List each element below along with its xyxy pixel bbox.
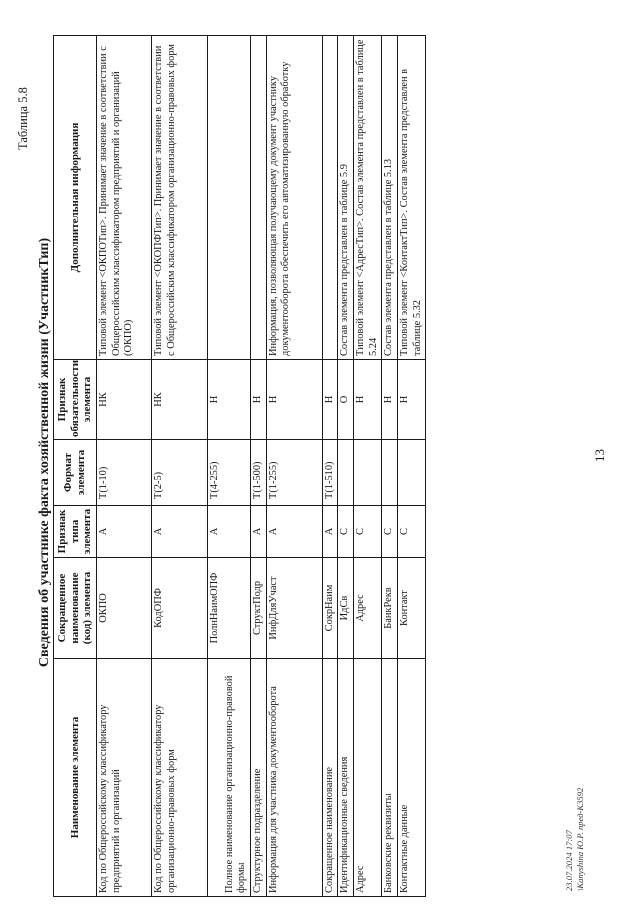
element-type: А — [96, 506, 151, 558]
element-name: Идентификационные сведения — [338, 659, 354, 897]
element-name: Полное наименование организационно-правовой формы — [207, 659, 250, 897]
element-format — [398, 440, 426, 506]
element-info — [322, 36, 338, 360]
element-code: Контакт — [398, 558, 426, 659]
element-format: T(4-255) — [207, 440, 250, 506]
element-info: Типовой элемент <ОКОПФТип>. Принимает значение в соответствии с Общероссийским классификатором организационно-правовых форм — [151, 36, 207, 360]
table-row — [398, 36, 426, 897]
element-info: Типовой элемент <КонтактТип>. Состав элемента представлен в таблице 5.32 — [398, 36, 426, 360]
element-format — [353, 440, 381, 506]
element-type: С — [382, 506, 398, 558]
element-required: Н — [207, 360, 250, 440]
element-required: Н — [353, 360, 381, 440]
table-title: Сведения об участнике факта хозяйственной жизни (УчастникТип) — [37, 237, 52, 668]
element-required: НК — [96, 360, 151, 440]
element-required: НК — [151, 360, 207, 440]
page-number: 13 — [592, 449, 607, 462]
element-code: БанкРекв — [382, 558, 398, 659]
table-row — [250, 36, 266, 897]
element-code: ПолнНаимОПФ — [207, 558, 250, 659]
element-info: Состав элемента представлен в таблице 5.9 — [338, 36, 354, 360]
element-required: Н — [398, 360, 426, 440]
element-info: Информация, позволяющая получающему документ участнику документооборота обеспечить его автоматизированную обработку — [266, 36, 322, 360]
element-code: КодОПФ — [151, 558, 207, 659]
element-code: ИдСв — [338, 558, 354, 659]
element-required: Н — [266, 360, 322, 440]
element-code: СтруктПодр — [250, 558, 266, 659]
column-header-required: Признак обязательности элемента — [54, 360, 97, 440]
element-name: Банковские реквизиты — [382, 659, 398, 897]
table-row — [151, 36, 207, 897]
element-type: А — [207, 506, 250, 558]
element-code: СокрНаим — [322, 558, 338, 659]
element-type: С — [338, 506, 354, 558]
element-format — [338, 440, 354, 506]
column-header-format: Формат элемента — [54, 440, 97, 506]
table-row — [207, 36, 250, 897]
elements-table — [53, 35, 426, 897]
element-name: Информация для участника документооборота — [266, 659, 322, 897]
element-name: Код по Общероссийскому классификатору предприятий и организаций — [96, 659, 151, 897]
document-stamp — [564, 788, 586, 891]
element-required: Н — [250, 360, 266, 440]
element-code: Адрес — [353, 558, 381, 659]
element-type: С — [353, 506, 381, 558]
element-info: Состав элемента представлен в таблице 5.13 — [382, 36, 398, 360]
table-row — [338, 36, 354, 897]
column-header-name: Наименование элемента — [54, 659, 97, 897]
element-format: T(1-510) — [322, 440, 338, 506]
element-format: T(1-255) — [266, 440, 322, 506]
element-type: А — [250, 506, 266, 558]
stamp-author: \Kanyshina Ю.Р. пред-К3592 — [575, 787, 586, 891]
element-info — [207, 36, 250, 360]
column-header-type: Признак типа элемента — [54, 506, 97, 558]
table-row — [266, 36, 322, 897]
element-format: T(1-500) — [250, 440, 266, 506]
element-info — [250, 36, 266, 360]
element-format: T(2-5) — [151, 440, 207, 506]
element-format: T(1-10) — [96, 440, 151, 506]
element-name: Сокращенное наименование — [322, 659, 338, 897]
element-name: Контактные данные — [398, 659, 426, 897]
element-format — [382, 440, 398, 506]
element-required: Н — [382, 360, 398, 440]
table-row — [353, 36, 381, 897]
element-type: А — [151, 506, 207, 558]
element-name: Код по Общероссийскому классификатору организационно-правовых форм — [151, 659, 207, 897]
column-header-info: Дополнительная информация — [54, 36, 97, 360]
table-header-row — [54, 36, 97, 897]
table-row — [96, 36, 151, 897]
table-caption: Таблица 5.8 — [16, 87, 30, 150]
element-required: Н — [322, 360, 338, 440]
table-row — [322, 36, 338, 897]
element-name: Адрес — [353, 659, 381, 897]
table-row — [382, 36, 398, 897]
element-type: С — [398, 506, 426, 558]
column-header-code: Сокращенное наименование (код) элемента — [54, 558, 97, 659]
stamp-date: 23.07.2024 17:07 — [564, 830, 574, 891]
element-required: О — [338, 360, 354, 440]
element-info: Типовой элемент <АдресТип>. Состав элемента представлен в таблице 5.24 — [353, 36, 381, 360]
element-info: Типовой элемент <ОКПОТип>. Принимает значение в соответствии с Общероссийским классификатором предприятий и организаций (ОКПО) — [96, 36, 151, 360]
element-type: А — [266, 506, 322, 558]
element-code: ОКПО — [96, 558, 151, 659]
element-type: А — [322, 506, 338, 558]
element-code: ИнфДляУчаст — [266, 558, 322, 659]
element-name: Структурное подразделение — [250, 659, 266, 897]
